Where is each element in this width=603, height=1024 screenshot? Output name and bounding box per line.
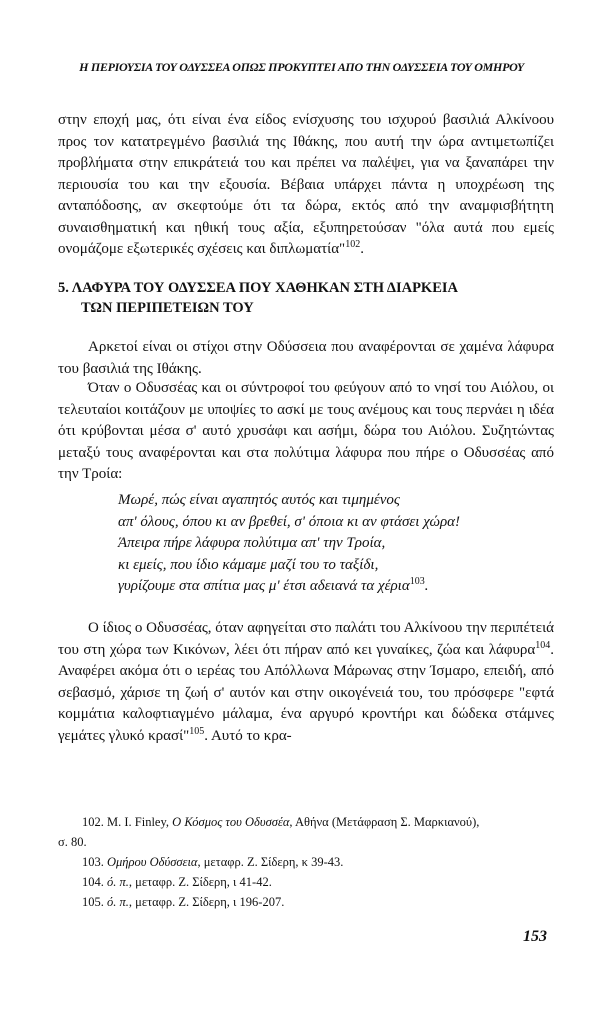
footnote-103 — [58, 852, 554, 872]
paragraph-4 — [58, 618, 554, 747]
poem-line-text: γυρίζουμε στα σπίτια μας μ' έτσι αδειανά τα χέρια — [118, 578, 410, 594]
poem-line: Άπειρα πήρε λάφυρα πολύτιμα απ' την Τροία, — [118, 535, 386, 551]
footnote-number: 104. — [82, 875, 104, 889]
poem-quote — [118, 490, 558, 598]
footnote-ref-105: 105 — [189, 725, 205, 737]
footnote-ref-102: 102 — [345, 239, 361, 250]
paragraph-2: Αρκετοί είναι οι στίχοι στην Οδύσσεια που αναφέρονται σε χαμένα λάφυρα του βασιλιά της Ιθάκης. — [58, 339, 554, 377]
footnote-104 — [58, 872, 554, 892]
footnote-number: 102. — [82, 815, 104, 829]
footnote-number: 103. — [82, 855, 104, 869]
paragraph-1 — [58, 110, 554, 261]
footnote-continuation: σ. 80. — [58, 835, 87, 849]
footnote-title: Ο Κόσμος του Οδυσσέα — [172, 815, 290, 829]
poem-tail: . — [424, 578, 429, 594]
paragraph-4-part-2: . Αναφέρει ακόμα ότι ο ιερέας του Απόλλωνα Μάρωνας στην Ίσμαρο, επειδή, από σεβασμό, χάρισε τη ζωή σ' αυτόν και στην οικογένειά του, του πρόσφερε "εφτά κομμάτια καλοφτιαγμένο μάλαμα, ένα αργυρό κροντήρι και δώδεκα στάμνες γεμάτες γλυκό κρασί" — [58, 641, 554, 744]
footnote-102 — [58, 812, 554, 852]
footnote-ref-104: 104 — [535, 639, 551, 651]
poem-line: απ' όλους, όπου κι αν βρεθεί, σ' όποια κι αν φτάσει χώρα! — [118, 513, 461, 530]
footnote-ref-103: 103 — [409, 576, 425, 587]
footnote-title: ό. π. — [107, 895, 129, 909]
section-heading — [58, 278, 554, 318]
paragraph-1-text: στην εποχή μας, ότι είναι ένα είδος ενίσχυσης του ισχυρού βασιλιά Αλκίνοου προς τον κατατρεγμένο βασιλιά της Ιθάκης, που αυτή την ώρα αντιμετωπίζει προβλήματα στην επικράτειά του και πρέπει να παλέψει, για να ξαναπάρει την περιουσία του και την εξουσία. Βέβαια υπάρχει πάντα η υποχρέωση της ανταπόδοσης, αν σκεφτούμε ότι τα δώρα, εκτός από την αναμφισβήτητη συναισθηματική και ηθική τους αξία, εξυπηρετούσαν "όλα αυτά που εμείς ονομάζομε εξωτερικές σχέσεις και διπλωματία" — [58, 112, 554, 257]
poem-line-last — [118, 576, 558, 598]
running-head: Η ΠΕΡΙΟΥΣΙΑ ΤΟΥ ΟΔΥΣΣΕΑ ΟΠΩΣ ΠΡΟΚΥΠΤΕΙ ΑΠΟ ΤΗΝ ΟΔΥΣΣΕΙΑ ΤΟΥ ΟΜΗΡΟΥ — [79, 60, 524, 74]
footnote-post: , μεταφρ. Ζ. Σίδερη, ι 41-42. — [128, 875, 272, 889]
paragraph-1-tail: . — [360, 241, 364, 257]
paragraph-4-part-1: Ο ίδιος ο Οδυσσέας, όταν αφηγείται στο παλάτι του Αλκίνοου την περιπέτειά του στη χώρα των Κικόνων, λέει ότι πήραν από κει γυναίκες, ζώα και λάφυρα — [58, 620, 554, 658]
poem-line: Μωρέ, πώς είναι αγαπητός αυτός και τιμημένος — [118, 492, 401, 508]
footnotes — [58, 812, 554, 912]
poem-line: κι εμείς, που ίδιο κάμαμε μαζί του το ταξίδι, — [118, 556, 379, 573]
section-heading-line-2: ΤΩΝ ΠΕΡΙΠΕΤΕΙΩΝ ΤΟΥ — [81, 300, 254, 316]
page-number: 153 — [523, 928, 547, 945]
paragraph-4-part-3: . Αυτό το κρα- — [204, 727, 292, 744]
footnote-title: Ομήρου Οδύσσεια — [107, 855, 198, 869]
footnote-post: , Αθήνα (Μετάφραση Σ. Μαρκιανού), — [289, 815, 480, 829]
footnote-title: ό. π. — [107, 875, 129, 889]
footnote-post: , μεταφρ. Ζ. Σίδερη, κ 39-43. — [197, 855, 344, 869]
footnote-105 — [58, 892, 554, 912]
footnote-pre: M. I. Finley, — [107, 815, 173, 829]
footnote-number: 105. — [82, 895, 104, 909]
paragraph-3: Όταν ο Οδυσσέας και οι σύντροφοί του φεύγουν από το νησί του Αιόλου, οι τελευταίοι κοιτάζουν με υποψίες το ασκί με τους ανέμους και τους περνάει η ιδέα ότι κρύβονται μέσα σ' αυτό χρυσάφι και ασήμι, δώρα του Αιόλου. Συζητώντας μεταξύ τους αναφέρονται και στα πολύτιμα λάφυρα που πήρε ο Οδυσσέας από την Τροία: — [58, 380, 554, 482]
footnote-post: , μεταφρ. Ζ. Σίδερη, ι 196-207. — [128, 895, 285, 909]
section-heading-line-1: 5. ΛΑΦΥΡΑ ΤΟΥ ΟΔΥΣΣΕΑ ΠΟΥ ΧΑΘΗΚΑΝ ΣΤΗ ΔΙΑΡΚΕΙΑ — [58, 280, 458, 296]
